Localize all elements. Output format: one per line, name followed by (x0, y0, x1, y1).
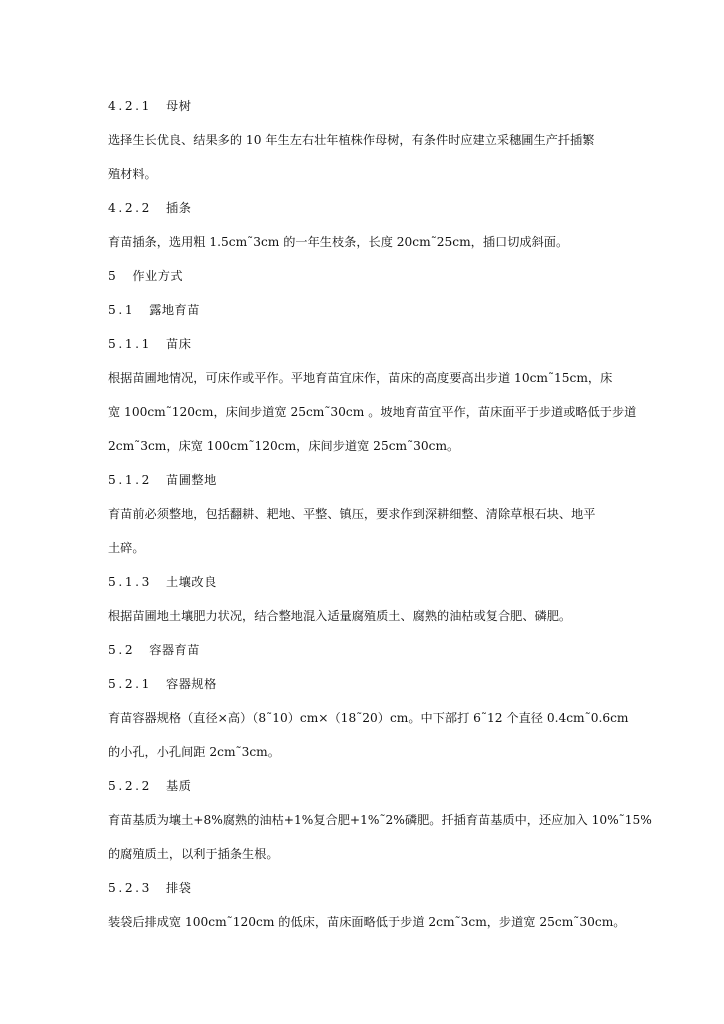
section-title: 苗床 (166, 337, 192, 351)
paragraph-line: 的腐殖质土，以利于插条生根。 (108, 847, 279, 861)
paragraph-line: 殖材料。 (108, 167, 157, 181)
section-heading-5-2 (108, 642, 628, 658)
section-heading-5-1-1 (108, 336, 628, 352)
section-title: 排袋 (166, 881, 192, 895)
paragraph-line: 宽 100cm˜120cm，床间步道宽 25cm˜30cm 。坡地育苗宜平作，苗床面平于步道或略低于步道 (108, 405, 637, 419)
section-title: 基质 (166, 779, 192, 793)
section-heading-5-1-3 (108, 574, 628, 590)
section-number: 4.2.1 (108, 99, 153, 113)
section-heading-5 (108, 268, 628, 284)
paragraph-line: 根据苗圃地情况，可床作或平作。平地育苗宜床作，苗床的高度要高出步道 10cm˜15cm，床 (108, 371, 613, 385)
section-title: 容器规格 (166, 677, 217, 691)
section-title: 露地育苗 (149, 303, 200, 317)
section-number: 5.2.1 (108, 677, 153, 691)
section-number: 5.1.2 (108, 473, 153, 487)
paragraph-line: 土碎。 (108, 541, 145, 555)
section-number: 5 (108, 269, 119, 283)
section-heading-5-2-1 (108, 676, 628, 692)
paragraph-line: 根据苗圃地土壤肥力状况，结合整地混入适量腐殖质土、腐熟的油枯或复合肥、磷肥。 (108, 609, 572, 623)
section-title: 母树 (166, 99, 192, 113)
section-title: 土壤改良 (166, 575, 217, 589)
section-number: 5.2.2 (108, 779, 153, 793)
paragraph-line: 育苗基质为壤土+8%腐熟的油枯+1%复合肥+1%˜2%磷肥。扦插育苗基质中，还应加入 10%˜15% (108, 813, 652, 827)
section-heading-5-2-3 (108, 880, 628, 896)
section-number: 5.2.3 (108, 881, 153, 895)
paragraph-line: 装袋后排成宽 100cm˜120cm 的低床，苗床面略低于步道 2cm˜3cm，步道宽 25cm˜30cm。 (108, 915, 626, 929)
paragraph-line: 育苗插条，选用粗 1.5cm˜3cm 的一年生枝条，长度 20cm˜25cm，插口切成斜面。 (108, 235, 569, 249)
paragraph-line: 选择生长优良、结果多的 10 年生左右壮年植株作母树，有条件时应建立采穗圃生产扦插繁 (108, 133, 595, 147)
section-heading-5-1 (108, 302, 628, 318)
section-number: 4.2.2 (108, 201, 153, 215)
paragraph-line: 2cm˜3cm，床宽 100cm˜120cm，床间步道宽 25cm˜30cm。 (108, 439, 460, 453)
section-number: 5.1.3 (108, 575, 153, 589)
section-title: 容器育苗 (149, 643, 200, 657)
section-number: 5.1.1 (108, 337, 153, 351)
section-heading-5-2-2 (108, 778, 628, 794)
section-title: 插条 (166, 201, 192, 215)
section-heading-4-2-2 (108, 200, 628, 216)
section-heading-5-1-2 (108, 472, 628, 488)
paragraph-line: 育苗容器规格（直径×高）（8˜10）cm×（18˜20）cm。中下部打 6˜12 个直径 0.4cm˜0.6cm (108, 711, 629, 725)
section-title: 作业方式 (132, 269, 184, 283)
section-number: 5.2 (108, 643, 136, 657)
paragraph-line: 的小孔，小孔间距 2cm˜3cm。 (108, 745, 280, 759)
section-number: 5.1 (108, 303, 136, 317)
paragraph-line: 育苗前必须整地，包括翻耕、耙地、平整、镇压，要求作到深耕细整、清除草根石块、地平 (108, 507, 596, 521)
section-title: 苗圃整地 (166, 473, 217, 487)
section-heading-4-2-1 (108, 98, 628, 114)
